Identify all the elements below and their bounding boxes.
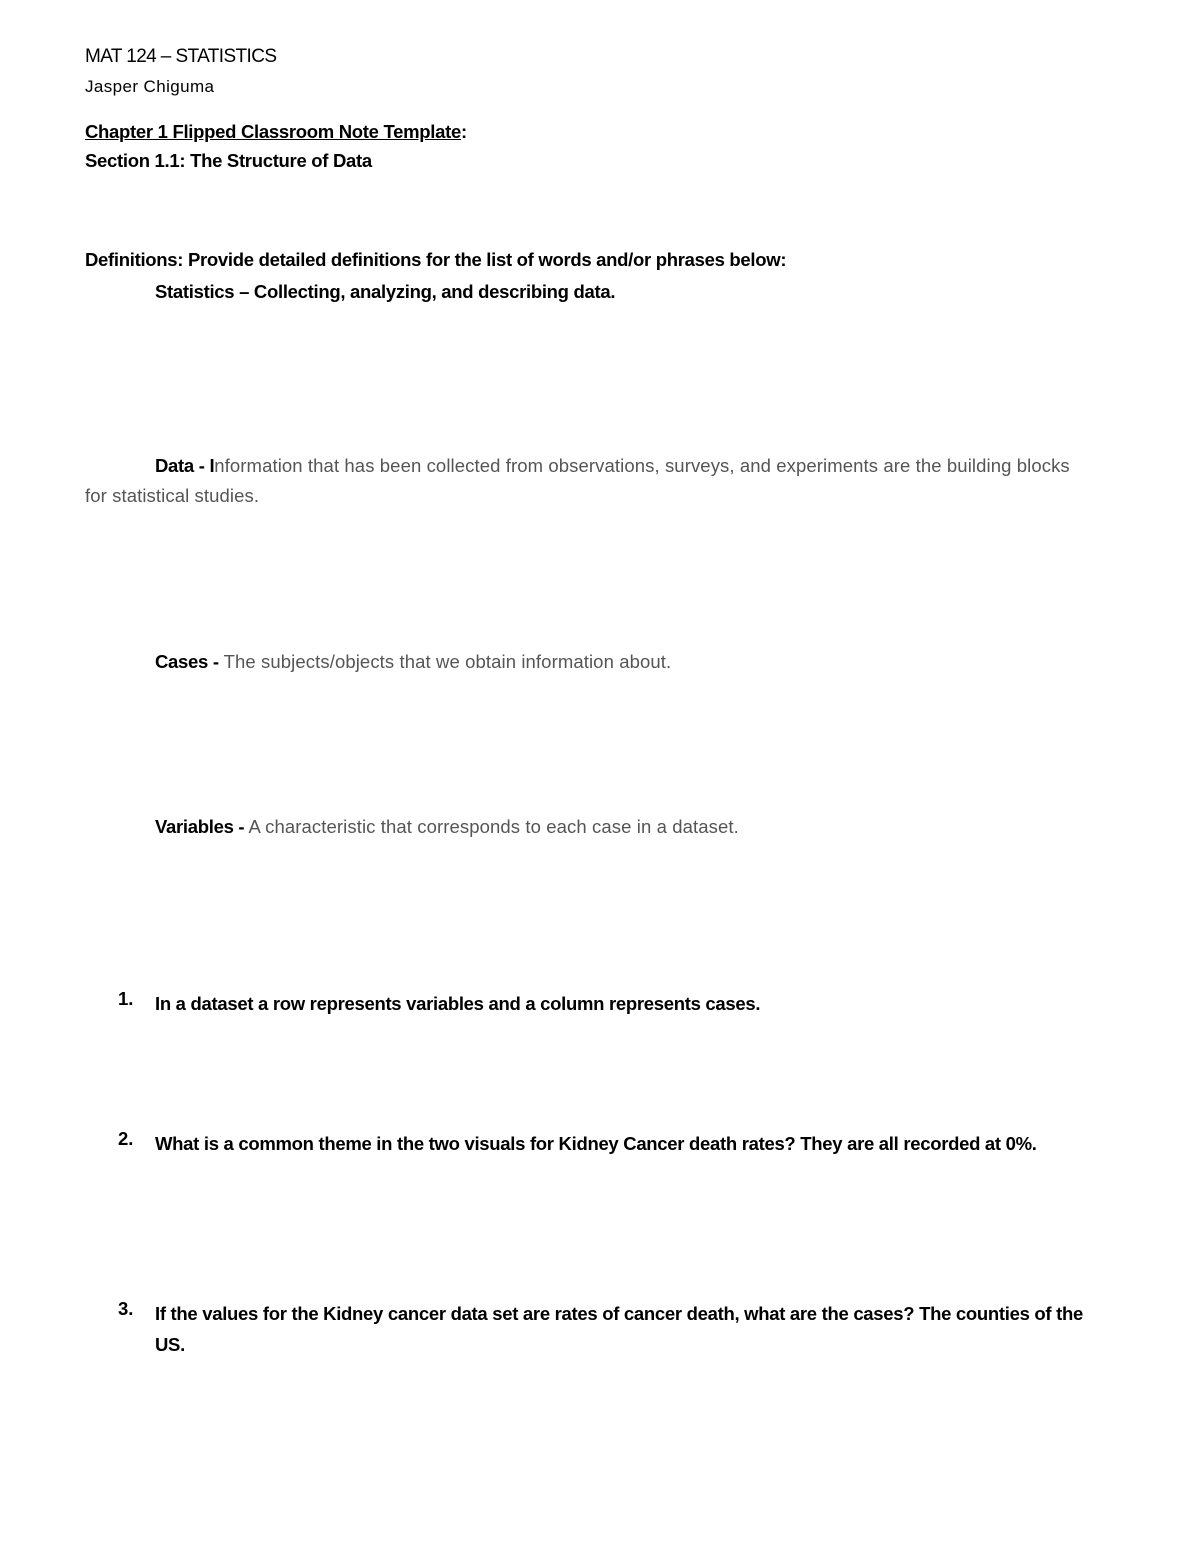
definition-data-term: Data - I <box>155 455 215 476</box>
definition-data <box>85 452 1085 512</box>
question-1-text: In a dataset a row represents variables and a column represents cases. <box>155 993 761 1014</box>
author-name: Jasper Chiguma <box>85 77 215 96</box>
definition-cases-text: The subjects/objects that we obtain information about. <box>218 651 672 672</box>
chapter-heading <box>85 121 467 143</box>
question-3-text: If the values for the Kidney cancer data set are rates of cancer death, what are the cases? The counties of the US. <box>155 1303 1083 1355</box>
definition-statistics: Statistics – Collecting, analyzing, and describing data. <box>155 281 616 302</box>
question-1-number: 1. <box>118 988 134 1009</box>
chapter-title: Chapter 1 Flipped Classroom Note Template <box>85 121 461 142</box>
section-heading: Section 1.1: The Structure of Data <box>85 150 372 171</box>
definition-variables-text: A characteristic that corresponds to each case in a dataset. <box>244 816 739 837</box>
definition-variables-term: Variables - <box>155 816 245 837</box>
definition-variables <box>155 816 739 838</box>
definition-data-text: nformation that has been collected from observations, surveys, and experiments are the building blocks for statistical studies. <box>85 455 1070 506</box>
course-title: MAT 124 – STATISTICS <box>85 46 277 67</box>
definition-cases-term: Cases - <box>155 651 219 672</box>
definitions-intro: Definitions: Provide detailed definitions for the list of words and/or phrases below: <box>85 249 787 270</box>
question-2-text: What is a common theme in the two visuals for Kidney Cancer death rates? They are all recorded at 0%. <box>155 1133 1037 1154</box>
question-2-number: 2. <box>118 1128 134 1149</box>
question-3-number: 3. <box>118 1298 134 1319</box>
chapter-title-suffix: : <box>460 121 467 142</box>
definition-cases <box>155 651 671 673</box>
